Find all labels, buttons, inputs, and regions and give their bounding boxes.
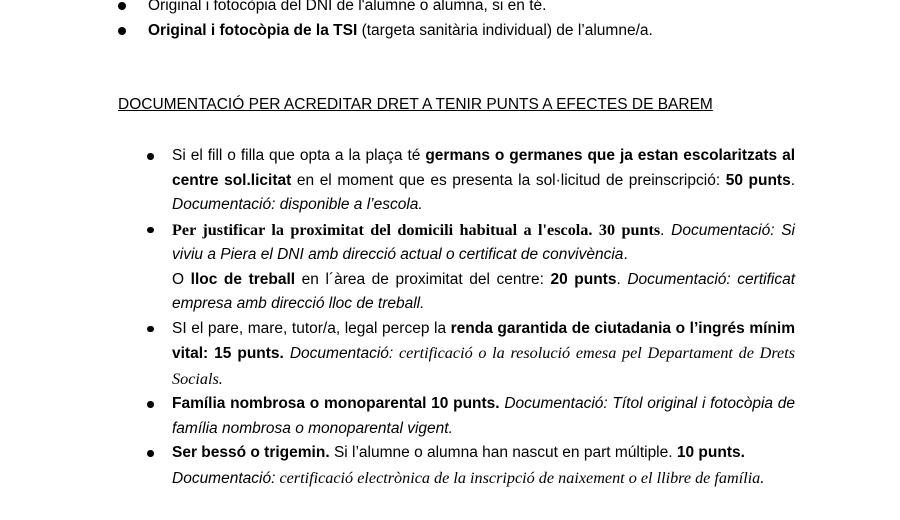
item-text: en el moment que es presenta la sol·licitud de preinscripció: (291, 171, 726, 189)
item-text: Original i fotocòpia del DNI de l'alumne o alumna, si en té. (148, 0, 547, 14)
bullet-icon (147, 153, 154, 160)
bullet-icon (147, 450, 154, 457)
top-document-list (0, 0, 900, 43)
list-item-dni (0, 0, 900, 19)
documentation-text: Documentació: Si viviu a Piera el DNI amb direcció actual o certificat de convivència (172, 221, 795, 263)
item-bold-text: renda garantida de ciutadania o l’ingrés mínim vital: 15 punts. (172, 319, 795, 362)
item-text: . (660, 221, 672, 239)
item-text: . (623, 246, 628, 263)
item-bold-text: germans o germanes que ja estan escolaritzats al centre sol.licitat (172, 147, 796, 189)
list-item-proximity (172, 218, 795, 317)
section-heading: DOCUMENTACIÓ PER ACREDITAR DRET A TENIR PUNTS A EFECTES DE BAREM (118, 96, 713, 113)
points-text: 10 punts. (676, 444, 745, 461)
documentation-text: Documentació: (172, 469, 276, 487)
item-bold-text: Ser bessó o trigemin. (172, 444, 330, 461)
list-item-income (172, 317, 795, 393)
documentation-text: Documentació: Títol original i fotocòpia de família nombrosa o monoparental vigent. (172, 395, 795, 437)
documentation-text: Documentació: disponible a l’escola. (172, 196, 423, 213)
documentation-text: Documentació: certificat empresa amb direcció lloc de treball. (172, 270, 796, 312)
documentation-text: certificació electrònica de la inscripció de naixement o el llibre de família. (275, 468, 765, 487)
item-bold-text: lloc de treball (190, 270, 296, 288)
barem-criteria-list (0, 144, 900, 491)
item-text: Si l’alumne o alumna han nascut en part múltiple. (329, 444, 677, 461)
item-text: en l´àrea de proximitat del centre: (295, 270, 551, 288)
bullet-icon (118, 2, 126, 10)
bullet-icon (147, 401, 154, 408)
points-text: 50 punts (725, 171, 791, 189)
item-text: . (790, 171, 796, 189)
item-text: SI el pare, mare, tutor/a, legal percep la (172, 319, 451, 337)
bullet-icon (147, 326, 154, 333)
item-text: . (616, 270, 628, 288)
item-bold-text: Per justificar la proximitat del domicili habitual a l'escola. 30 punts (172, 220, 661, 239)
item-text: O (172, 270, 191, 288)
workplace-line (172, 268, 795, 317)
list-item-large-family (172, 392, 795, 441)
item-bold-text: Original i fotocòpia de la TSI (148, 21, 358, 39)
bullet-icon (118, 27, 126, 35)
bullet-icon (147, 227, 154, 234)
item-bold-text: Família nombrosa o monoparental 10 punts. (172, 395, 500, 412)
item-text: (targeta sanitària individual) de l’alumne/a. (357, 21, 653, 39)
documentation-text: certificació o la resolució emesa pel Departament de Drets Socials. (172, 344, 795, 388)
item-text: Si el fill o filla que opta a la plaça té (172, 147, 426, 164)
documentation-text: Documentació: (289, 345, 394, 362)
points-text: 20 punts (550, 270, 617, 288)
documentation-line (172, 466, 795, 492)
list-item-tsi (0, 19, 900, 44)
list-item-twins (172, 441, 795, 491)
list-item-siblings (172, 144, 795, 218)
